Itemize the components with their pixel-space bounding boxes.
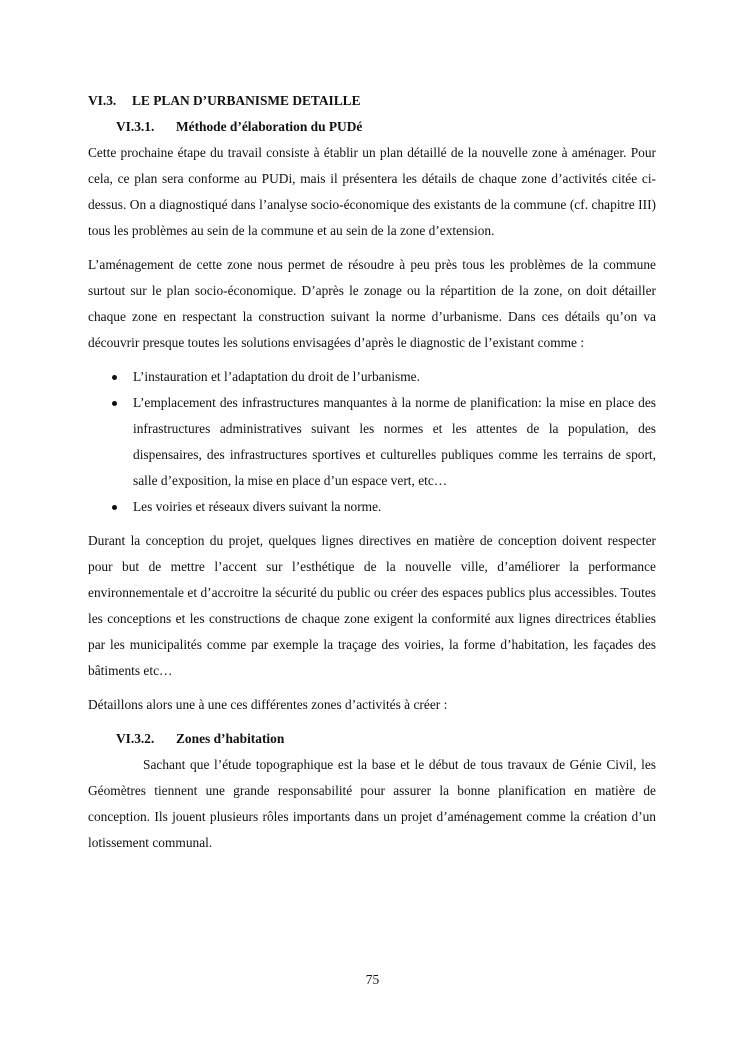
list-item-text: L’emplacement des infrastructures manquantes à la norme de planification: la mise en place des infrastructures administratives suivant les normes et les attentes de la population, des dispensaires, des infrastructures sportives et culturelles publiques comme les terrains de sport, salle d’exposition, la mise en place d’un espace vert, etc… [133, 395, 656, 488]
paragraph-4: Détaillons alors une à une ces différentes zones d’activités à créer : [88, 697, 448, 712]
section-number: VI.3. [88, 93, 117, 108]
paragraph-1: Cette prochaine étape du travail consiste à établir un plan détaillé de la nouvelle zone à aménager. Pour cela, ce plan sera conforme au PUDi, mais il présentera les détails de chaque zone d’activités citée ci-dessus. On a diagnostiqué dans l’analyse socio-économique des existants de la commune (cf. chapitre III) tous les problèmes au sein de la commune et au sein de la zone d’extension. [88, 145, 656, 238]
list-item-text: L’instauration et l’adaptation du droit de l’urbanisme. [133, 369, 420, 384]
list-item [88, 494, 656, 520]
subsection-heading-1 [116, 114, 656, 140]
subsection-number: VI.3.1. [116, 119, 155, 134]
bullet-list [88, 364, 656, 520]
page-number: 75 [365, 972, 380, 987]
paragraph-5: Sachant que l’étude topographique est la base et le début de tous travaux de Génie Civil, les Géomètres tiennent une grande responsabilité pour assurer la bonne planification en matière de conception. Ils jouent plusieurs rôles importants dans un projet d’aménagement comme la création d’un lotissement communal. [88, 757, 656, 850]
paragraph-2: L’aménagement de cette zone nous permet de résoudre à peu près tous les problèmes de la commune surtout sur le plan socio-économique. D’après le zonage ou la répartition de la zone, on doit détailler chaque zone en respectant la construction suivant la norme d’urbanisme. Dans ces détails qu’on va découvrir presque toutes les solutions envisagées d’après le diagnostic de l’existant comme : [88, 257, 656, 350]
section-title: LE PLAN D’URBANISME DETAILLE [132, 93, 361, 108]
subsection-number: VI.3.2. [116, 731, 155, 746]
bullet-icon [112, 375, 117, 380]
section-heading [88, 88, 656, 114]
document-page [88, 78, 656, 864]
subsection-title: Méthode d’élaboration du PUDé [176, 119, 363, 134]
list-item-text: Les voiries et réseaux divers suivant la norme. [133, 499, 382, 514]
bullet-icon [112, 505, 117, 510]
subsection-title: Zones d’habitation [176, 731, 285, 746]
bullet-icon [112, 401, 117, 406]
paragraph-3: Durant la conception du projet, quelques lignes directives en matière de conception doivent respecter pour but de mettre l’accent sur l’esthétique de la nouvelle ville, d’améliorer la performance environnementale et d’accroitre la sécurité du public ou créer des espaces publics plus accessibles. Toutes les conceptions et les constructions de chaque zone exigent la conformité aux lignes directrices établies par les municipalités comme par exemple la traçage des voiries, la forme d’habitation, les façades des bâtiments etc… [88, 533, 656, 678]
list-item [88, 390, 656, 494]
list-item [88, 364, 656, 390]
subsection-heading-2 [116, 726, 656, 752]
